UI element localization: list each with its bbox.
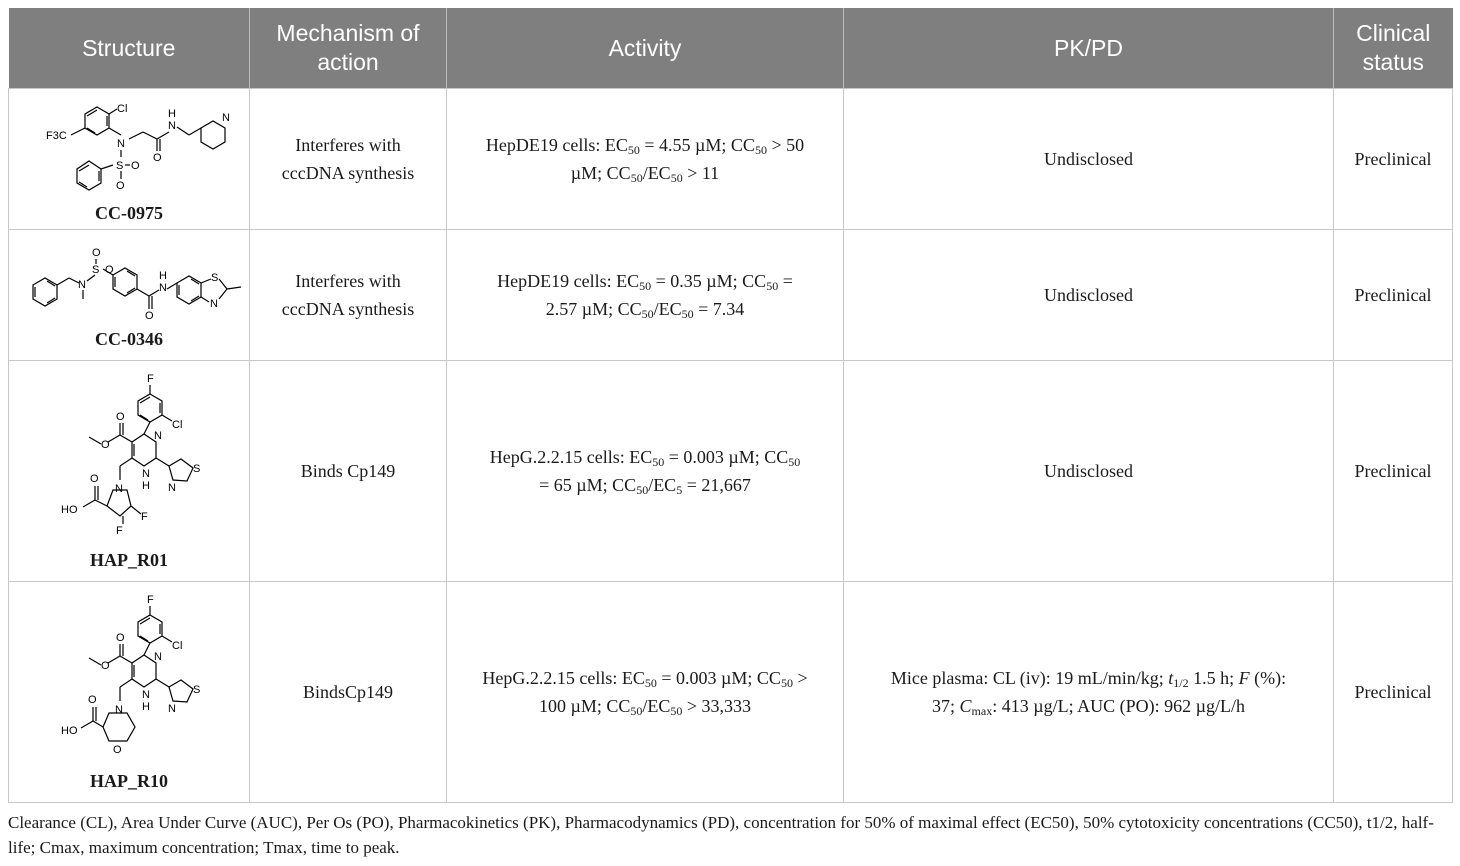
compound-name: HAP_R01	[90, 550, 168, 570]
header-row	[9, 8, 1453, 89]
mechanism-cell: BindsCp149	[250, 582, 447, 803]
svg-text:N: N	[142, 468, 150, 480]
table-row	[9, 230, 1453, 361]
mechanism-cell: Interferes with cccDNA synthesis	[250, 230, 447, 361]
header-pkpd: PK/PD	[844, 8, 1334, 89]
svg-text:N: N	[154, 430, 162, 442]
structure-cell	[9, 582, 250, 803]
header-activity: Activity	[447, 8, 844, 89]
svg-text:F3C: F3C	[46, 130, 67, 142]
svg-text:HO: HO	[61, 725, 78, 737]
clinical-status-cell: Preclinical	[1334, 361, 1453, 582]
svg-text:H: H	[159, 270, 167, 282]
svg-text:S: S	[92, 264, 100, 276]
svg-text:H: H	[142, 480, 150, 492]
mechanism-cell: Binds Cp149	[250, 361, 447, 582]
svg-text:N: N	[78, 279, 86, 291]
clinical-status-cell: Preclinical	[1334, 89, 1453, 230]
mechanism-cell: Interferes with cccDNA synthesis	[250, 89, 447, 230]
svg-text:F: F	[147, 594, 154, 606]
header-clinical-status: Clinical status	[1334, 8, 1453, 89]
svg-text:N: N	[168, 120, 176, 132]
svg-text:S: S	[116, 160, 124, 172]
activity-cell: HepDE19 cells: $EC_{50} = 4.55$ µM; $CC_{50} > 50$ µM; $CC_{50}/EC_{50} > 11$	[447, 89, 844, 230]
compound-name: HAP_R10	[90, 771, 168, 791]
svg-text:O: O	[116, 632, 125, 644]
svg-text:F: F	[116, 525, 123, 537]
table-row	[9, 89, 1453, 230]
svg-text:O: O	[92, 247, 101, 259]
activity-cell: HepDE19 cells: $EC_{50} = 0.35$ µM; $CC_{50}$ = 2.57 µM; $CC_{50}/EC_{50} = 7.34$	[447, 230, 844, 361]
svg-text:N: N	[210, 298, 218, 310]
svg-text:H: H	[142, 701, 150, 713]
pkpd-cell: Undisclosed	[844, 361, 1334, 582]
svg-text:Cl: Cl	[172, 419, 183, 431]
table-row	[9, 361, 1453, 582]
pkpd-cell: Undisclosed	[844, 230, 1334, 361]
structure-cell	[9, 89, 250, 230]
svg-text:S: S	[211, 272, 219, 284]
clinical-status-cell: Preclinical	[1334, 582, 1453, 803]
chemical-structure-hap-r10	[9, 591, 249, 777]
svg-text:F: F	[141, 511, 148, 523]
svg-text:N: N	[159, 282, 167, 294]
svg-text:S: S	[193, 463, 201, 475]
svg-text:O: O	[131, 160, 140, 172]
svg-text:Cl: Cl	[172, 640, 183, 652]
svg-text:HO: HO	[61, 504, 78, 516]
structure-cell	[9, 361, 250, 582]
svg-text:N: N	[154, 651, 162, 663]
svg-text:O: O	[88, 694, 97, 706]
pkpd-cell: Mice plasma: CL (iv): 19 mL/min/kg; $t_{1/2}$ 1.5 h; F (%): 37; $C_{max}$: 413 µg/L; AUC (PO): 962 µg/L/h	[844, 582, 1334, 803]
chemical-structure-cc-0346	[9, 241, 249, 337]
svg-text:F: F	[147, 373, 154, 385]
svg-text:O: O	[113, 744, 122, 756]
svg-text:O: O	[101, 660, 110, 672]
svg-text:S: S	[193, 684, 201, 696]
svg-text:O: O	[116, 180, 125, 192]
activity-cell: HepG.2.2.15 cells: $EC_{50} = 0.003$ µM; $CC_{50}$ = 65 µM; $CC_{50}/EC_5 = 21,667$	[447, 361, 844, 582]
table-row	[9, 582, 1453, 803]
header-structure: Structure	[9, 8, 250, 89]
compound-table	[8, 8, 1453, 803]
svg-text:N: N	[222, 112, 230, 124]
svg-text:N: N	[168, 482, 176, 494]
svg-text:N: N	[142, 689, 150, 701]
svg-text:O: O	[101, 439, 110, 451]
activity-cell: HepG.2.2.15 cells: $EC_{50} = 0.003$ µM; $CC_{50}$ > 100 µM; $CC_{50}/EC_{50} > 33,333$	[447, 582, 844, 803]
svg-text:N: N	[117, 138, 125, 150]
svg-text:N: N	[168, 703, 176, 715]
svg-text:Cl: Cl	[117, 103, 128, 115]
svg-text:O: O	[145, 310, 154, 322]
compound-name: CC-0975	[95, 203, 163, 223]
pkpd-cell: Undisclosed	[844, 89, 1334, 230]
header-mechanism: Mechanism of action	[250, 8, 447, 89]
svg-text:O: O	[153, 152, 162, 164]
svg-text:H: H	[168, 108, 176, 120]
chemical-structure-hap-r01	[9, 370, 249, 556]
table-footnote: Clearance (CL), Area Under Curve (AUC), Per Os (PO), Pharmacokinetics (PK), Pharmacodynamics (PD), concentration for 50% of maximal effect (EC50), 50% cytotoxicity concentrations (CC50), t1/2, half-life; Cmax, maximum concentration; Tmax, time to peak.	[8, 813, 1434, 857]
svg-text:O: O	[105, 264, 114, 276]
svg-text:N: N	[115, 483, 123, 495]
compound-name: CC-0346	[95, 329, 163, 349]
svg-text:N: N	[115, 704, 123, 716]
svg-text:O: O	[90, 473, 99, 485]
chemical-structure-cc-0975	[9, 95, 249, 205]
svg-text:O: O	[116, 411, 125, 423]
structure-cell	[9, 230, 250, 361]
clinical-status-cell: Preclinical	[1334, 230, 1453, 361]
